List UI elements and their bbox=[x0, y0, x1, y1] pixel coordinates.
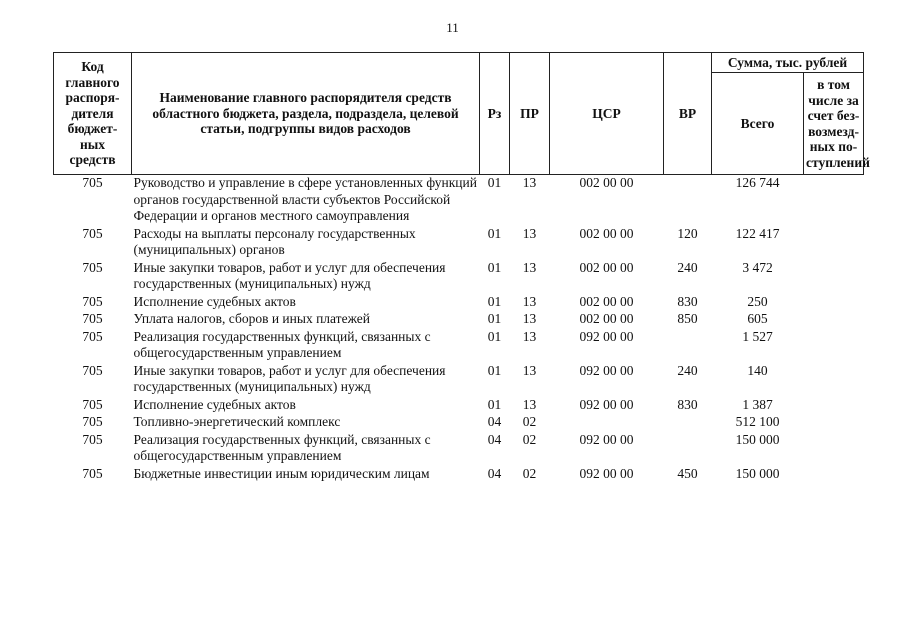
cell-total: 1 527 bbox=[742, 328, 773, 344]
cell-code: 705 bbox=[82, 175, 103, 190]
cell-rz: 01 bbox=[487, 328, 502, 344]
cell-grants bbox=[804, 294, 864, 312]
table-row bbox=[54, 397, 864, 415]
cell-vr: 830 bbox=[677, 396, 698, 412]
cell-pr: 13 bbox=[522, 175, 537, 190]
cell-code: 705 bbox=[82, 465, 103, 481]
header-name: Наименование главного распорядителя средств областного бюджета, раздела, подраздела, целевой статьи, подгруппы видов расходов bbox=[132, 53, 480, 175]
cell-code: 705 bbox=[82, 431, 103, 447]
cell-grants bbox=[804, 397, 864, 415]
cell-csr bbox=[550, 414, 664, 432]
cell-pr: 02 bbox=[522, 414, 537, 429]
cell-name: Расходы на выплаты персоналу государственных (муниципальных) органов bbox=[133, 225, 416, 257]
cell-vr: 240 bbox=[677, 362, 698, 378]
table-body bbox=[54, 175, 864, 484]
table-row bbox=[54, 329, 864, 363]
cell-grants bbox=[804, 363, 864, 397]
cell-name: Иные закупки товаров, работ и услуг для обеспечения государственных (муниципальных) нужд bbox=[133, 362, 446, 394]
cell-vr bbox=[664, 432, 712, 466]
cell-csr: 092 00 00 bbox=[579, 431, 634, 447]
table-row bbox=[54, 414, 864, 432]
cell-csr: 002 00 00 bbox=[579, 175, 634, 190]
cell-total: 122 417 bbox=[735, 225, 780, 241]
header-vr: ВР bbox=[664, 53, 712, 175]
cell-vr: 120 bbox=[677, 225, 698, 241]
cell-code: 705 bbox=[82, 311, 103, 326]
cell-name: Руководство и управление в сфере установленных функций органов государственной власти субъектов Российской Федерации и органов местного самоуправления bbox=[133, 175, 477, 223]
cell-total: 250 bbox=[747, 293, 768, 309]
header-pr: ПР bbox=[510, 53, 550, 175]
cell-rz: 01 bbox=[487, 225, 502, 241]
cell-rz: 01 bbox=[487, 293, 502, 309]
cell-pr: 13 bbox=[522, 293, 537, 309]
cell-pr: 13 bbox=[522, 259, 537, 275]
cell-total: 3 472 bbox=[742, 259, 773, 275]
cell-rz: 01 bbox=[487, 175, 502, 190]
cell-name: Топливно-энергетический комплекс bbox=[133, 414, 341, 429]
header-grants: в том числе за счет без-возмезд-ных по-ступлений bbox=[804, 73, 864, 175]
table-row bbox=[54, 175, 864, 226]
cell-total: 605 bbox=[747, 311, 768, 326]
cell-grants bbox=[804, 329, 864, 363]
cell-total: 140 bbox=[747, 362, 768, 378]
cell-name: Иные закупки товаров, работ и услуг для обеспечения государственных (муниципальных) нужд bbox=[133, 259, 446, 291]
table-row bbox=[54, 226, 864, 260]
table-row bbox=[54, 363, 864, 397]
header-rz: Рз bbox=[480, 53, 510, 175]
table-row bbox=[54, 294, 864, 312]
cell-rz: 01 bbox=[487, 362, 502, 378]
header-code: Код главного распоря-дителя бюджет-ных средств bbox=[54, 53, 132, 175]
cell-pr: 13 bbox=[522, 362, 537, 378]
cell-csr: 002 00 00 bbox=[579, 293, 634, 309]
table-row bbox=[54, 311, 864, 329]
cell-code: 705 bbox=[82, 259, 103, 275]
cell-grants bbox=[804, 311, 864, 329]
cell-code: 705 bbox=[82, 396, 103, 412]
page-number: 11 bbox=[446, 20, 459, 35]
table-header bbox=[54, 53, 870, 175]
cell-total: 150 000 bbox=[735, 465, 780, 481]
cell-rz: 04 bbox=[487, 431, 502, 447]
cell-name: Реализация государственных функций, связанных с общегосударственным управлением bbox=[133, 431, 431, 463]
cell-pr: 13 bbox=[522, 328, 537, 344]
cell-name: Исполнение судебных актов bbox=[133, 396, 296, 412]
cell-pr: 13 bbox=[522, 311, 537, 326]
cell-grants bbox=[804, 226, 864, 260]
cell-csr: 002 00 00 bbox=[579, 259, 634, 275]
cell-pr: 02 bbox=[522, 431, 537, 447]
cell-csr: 002 00 00 bbox=[579, 225, 634, 241]
cell-code: 705 bbox=[82, 362, 103, 378]
cell-csr: 002 00 00 bbox=[579, 311, 634, 326]
cell-csr: 092 00 00 bbox=[579, 362, 634, 378]
cell-rz: 04 bbox=[487, 414, 502, 429]
cell-name: Бюджетные инвестиции иным юридическим лицам bbox=[133, 465, 430, 481]
cell-name: Исполнение судебных актов bbox=[133, 293, 296, 309]
cell-csr: 092 00 00 bbox=[579, 396, 634, 412]
cell-code: 705 bbox=[82, 328, 103, 344]
cell-total: 126 744 bbox=[735, 175, 780, 190]
table-row bbox=[54, 260, 864, 294]
cell-grants bbox=[804, 260, 864, 294]
cell-code: 705 bbox=[82, 414, 103, 429]
cell-csr: 092 00 00 bbox=[579, 465, 634, 481]
cell-vr: 850 bbox=[677, 311, 698, 326]
header-sum-group: Сумма, тыс. рублей bbox=[712, 53, 864, 73]
cell-vr: 830 bbox=[677, 293, 698, 309]
cell-total: 1 387 bbox=[742, 396, 773, 412]
header-csr: ЦСР bbox=[550, 53, 664, 175]
cell-grants bbox=[804, 432, 864, 466]
cell-pr: 13 bbox=[522, 225, 537, 241]
cell-pr: 13 bbox=[522, 396, 537, 412]
cell-vr: 450 bbox=[677, 465, 698, 481]
cell-code: 705 bbox=[82, 225, 103, 241]
cell-vr bbox=[664, 175, 712, 226]
cell-rz: 01 bbox=[487, 259, 502, 275]
cell-vr: 240 bbox=[677, 259, 698, 275]
budget-table bbox=[53, 52, 870, 483]
cell-grants bbox=[804, 175, 864, 226]
cell-total: 150 000 bbox=[735, 431, 780, 447]
cell-grants bbox=[804, 466, 864, 484]
cell-csr: 092 00 00 bbox=[579, 328, 634, 344]
cell-rz: 01 bbox=[487, 396, 502, 412]
cell-rz: 04 bbox=[487, 465, 502, 481]
table-row bbox=[54, 432, 864, 466]
header-total: Всего bbox=[712, 73, 804, 175]
cell-name: Уплата налогов, сборов и иных платежей bbox=[133, 311, 370, 326]
cell-grants bbox=[804, 414, 864, 432]
cell-rz: 01 bbox=[487, 311, 502, 326]
cell-pr: 02 bbox=[522, 465, 537, 481]
cell-total: 512 100 bbox=[735, 414, 780, 429]
cell-name: Реализация государственных функций, связанных с общегосударственным управлением bbox=[133, 328, 431, 360]
cell-code: 705 bbox=[82, 293, 103, 309]
table-row bbox=[54, 466, 864, 484]
cell-vr bbox=[664, 414, 712, 432]
cell-vr bbox=[664, 329, 712, 363]
